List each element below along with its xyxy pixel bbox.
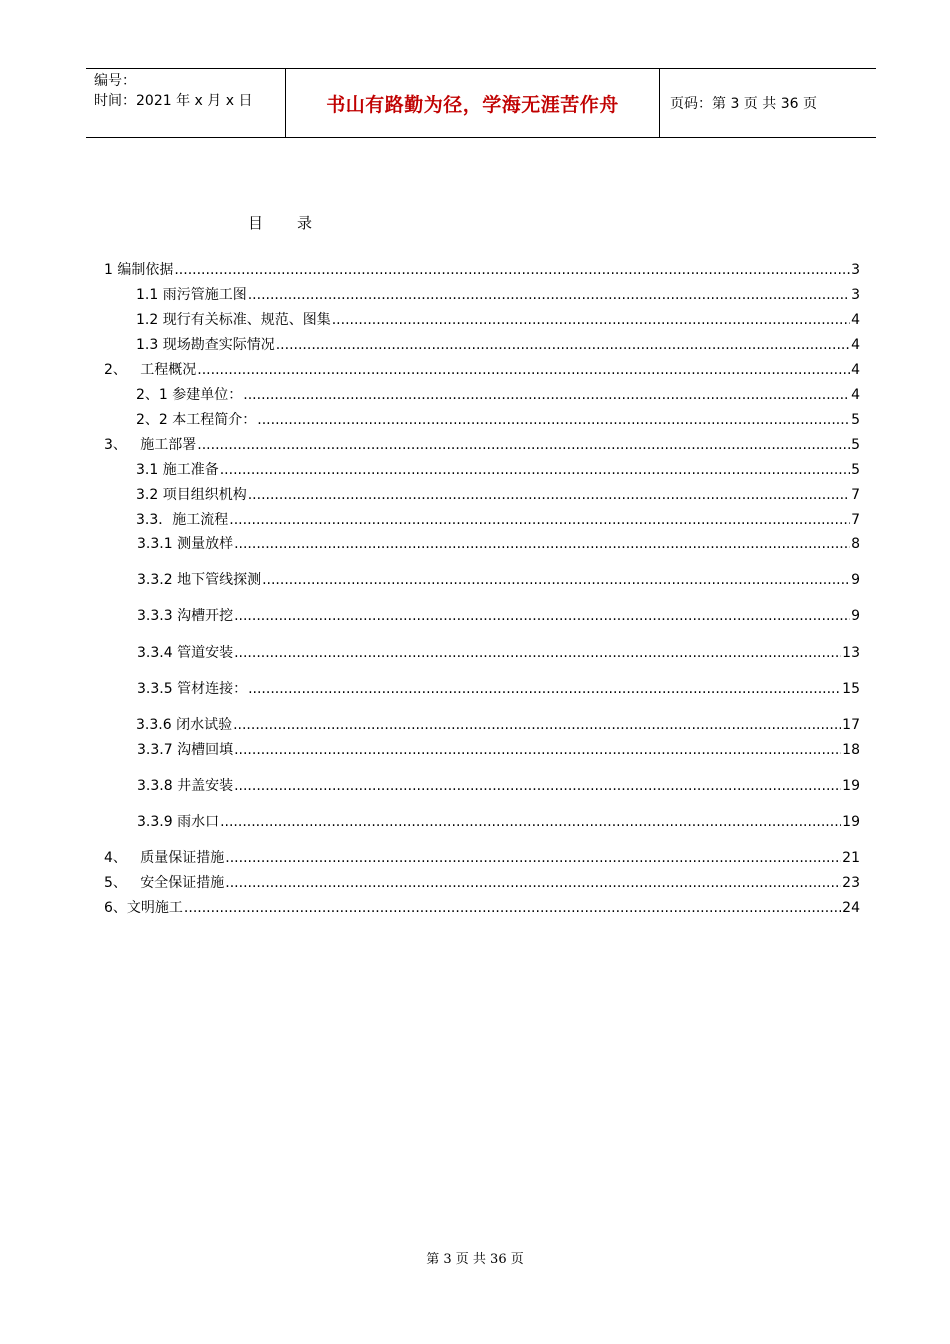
toc-entry-label: 1 编制依据: [104, 262, 174, 278]
toc-entry-label: 3.3.7 沟槽回填: [137, 742, 234, 758]
toc-leader-dots: [257, 410, 850, 430]
toc-leader-dots: [276, 335, 850, 355]
toc-entry-page: 19: [842, 778, 860, 794]
toc-leader-dots: [220, 812, 841, 832]
toc-entry-page: 3: [851, 287, 860, 303]
toc-entry-page: 15: [842, 681, 860, 697]
page-footer: 第 3 页 共 36 页: [426, 1252, 524, 1267]
toc-entry-label: 3.3.6 闭水试验: [136, 717, 233, 733]
toc-entry[interactable]: [136, 335, 860, 355]
toc-entry[interactable]: [136, 310, 860, 330]
toc-leader-dots: [234, 740, 841, 760]
toc-leader-dots: [174, 260, 850, 280]
toc-entry-page: 7: [851, 512, 860, 528]
toc-entry[interactable]: [137, 740, 860, 760]
toc-entry[interactable]: [137, 679, 860, 699]
toc-entry-page: 5: [851, 462, 860, 478]
toc-leader-dots: [220, 460, 850, 480]
toc-leader-dots: [234, 534, 850, 554]
toc-leader-dots: [197, 360, 850, 380]
toc-entry-page: 4: [851, 312, 860, 328]
toc-entry-page: 7: [851, 487, 860, 503]
toc-entry-label: 5、 安全保证措施: [104, 875, 225, 891]
toc-entry-page: 24: [842, 900, 860, 916]
toc-entry-label: 2、1 参建单位：: [136, 387, 243, 403]
toc-entry-page: 4: [851, 337, 860, 353]
toc-entry[interactable]: [136, 285, 860, 305]
toc-entry-label: 3.2 项目组织机构: [136, 487, 247, 503]
toc-leader-dots: [197, 435, 850, 455]
toc-entry-page: 23: [842, 875, 860, 891]
toc-entry-page: 21: [842, 850, 860, 866]
toc-entry[interactable]: [104, 260, 860, 280]
toc-leader-dots: [184, 898, 841, 918]
toc-entry-page: 4: [851, 387, 860, 403]
page-header: [86, 68, 876, 138]
toc-entry-label: 2、2 本工程简介：: [136, 412, 257, 428]
time-label: 时间：2021 年 x 月 x 日: [94, 93, 253, 109]
toc-leader-dots: [332, 310, 850, 330]
toc-entry-page: 3: [851, 262, 860, 278]
toc-entry-label: 3.3．施工流程: [136, 512, 229, 528]
toc-entry-page: 13: [842, 645, 860, 661]
toc-leader-dots: [234, 606, 850, 626]
toc-title-right: 录: [297, 214, 313, 232]
toc-entry[interactable]: [136, 485, 860, 505]
toc-entry[interactable]: [136, 410, 860, 430]
toc-entry-label: 3.3.4 管道安装: [137, 645, 234, 661]
toc-entry-page: 5: [851, 412, 860, 428]
toc-entry-label: 4、 质量保证措施: [104, 850, 225, 866]
toc-entry-label: 1.1 雨污管施工图: [136, 287, 247, 303]
toc-entry-label: 2、 工程概况: [104, 362, 197, 378]
toc-entry-label: 3.3.1 测量放样: [137, 536, 234, 552]
toc-entry-label: 3.3.5 管材连接：: [137, 681, 248, 697]
toc-entry-page: 17: [842, 717, 860, 733]
toc-entry[interactable]: [137, 812, 860, 832]
toc-entry[interactable]: [136, 510, 860, 530]
toc-entry-label: 1.3 现场勘查实际情况: [136, 337, 275, 353]
toc-leader-dots: [233, 715, 841, 735]
toc-entry-page: 19: [842, 814, 860, 830]
toc-leader-dots: [225, 873, 841, 893]
toc-entry[interactable]: [104, 435, 860, 455]
toc-entry-page: 9: [851, 608, 860, 624]
header-page-label: 页码：第 3 页 共 36 页: [670, 96, 817, 112]
toc-entry-label: 3.3.8 井盖安装: [137, 778, 234, 794]
toc-entry[interactable]: [137, 570, 860, 590]
toc-entry[interactable]: [136, 460, 860, 480]
toc-entry[interactable]: [137, 643, 860, 663]
toc-entry[interactable]: [137, 606, 860, 626]
toc-entry[interactable]: [104, 898, 860, 918]
toc-entry[interactable]: [136, 385, 860, 405]
header-meta: [86, 69, 286, 137]
toc-leader-dots: [225, 848, 841, 868]
header-motto: 书山有路勤为径，学海无涯苦作舟: [286, 69, 660, 137]
toc-leader-dots: [262, 570, 850, 590]
toc-title-left: 目: [248, 214, 264, 232]
toc-entry-label: 3.1 施工准备: [136, 462, 219, 478]
toc-entry-page: 9: [851, 572, 860, 588]
toc-leader-dots: [248, 679, 841, 699]
toc-entry[interactable]: [137, 776, 860, 796]
toc-leader-dots: [243, 385, 850, 405]
toc-entry[interactable]: [137, 534, 860, 554]
toc-entry[interactable]: [104, 873, 860, 893]
toc-entry-label: 3.3.3 沟槽开挖: [137, 608, 234, 624]
toc-entry-label: 3.3.2 地下管线探测: [137, 572, 262, 588]
toc-leader-dots: [229, 510, 850, 530]
toc-entry-page: 5: [851, 437, 860, 453]
toc-entry-label: 6、文明施工: [104, 900, 183, 916]
toc-entry-page: 18: [842, 742, 860, 758]
toc-entry-page: 8: [851, 536, 860, 552]
toc-leader-dots: [234, 776, 841, 796]
toc-entry[interactable]: [104, 360, 860, 380]
toc-entry-label: 1.2 现行有关标准、规范、图集: [136, 312, 331, 328]
toc-leader-dots: [248, 485, 850, 505]
toc-entry[interactable]: [136, 715, 860, 735]
toc-entry-label: 3、 施工部署: [104, 437, 197, 453]
toc-entry[interactable]: [104, 848, 860, 868]
number-label: 编号：: [94, 73, 136, 89]
toc-title: [248, 212, 312, 233]
toc-entry-page: 4: [851, 362, 860, 378]
toc-entry-label: 3.3.9 雨水口: [137, 814, 220, 830]
toc-leader-dots: [234, 643, 841, 663]
toc-leader-dots: [248, 285, 850, 305]
